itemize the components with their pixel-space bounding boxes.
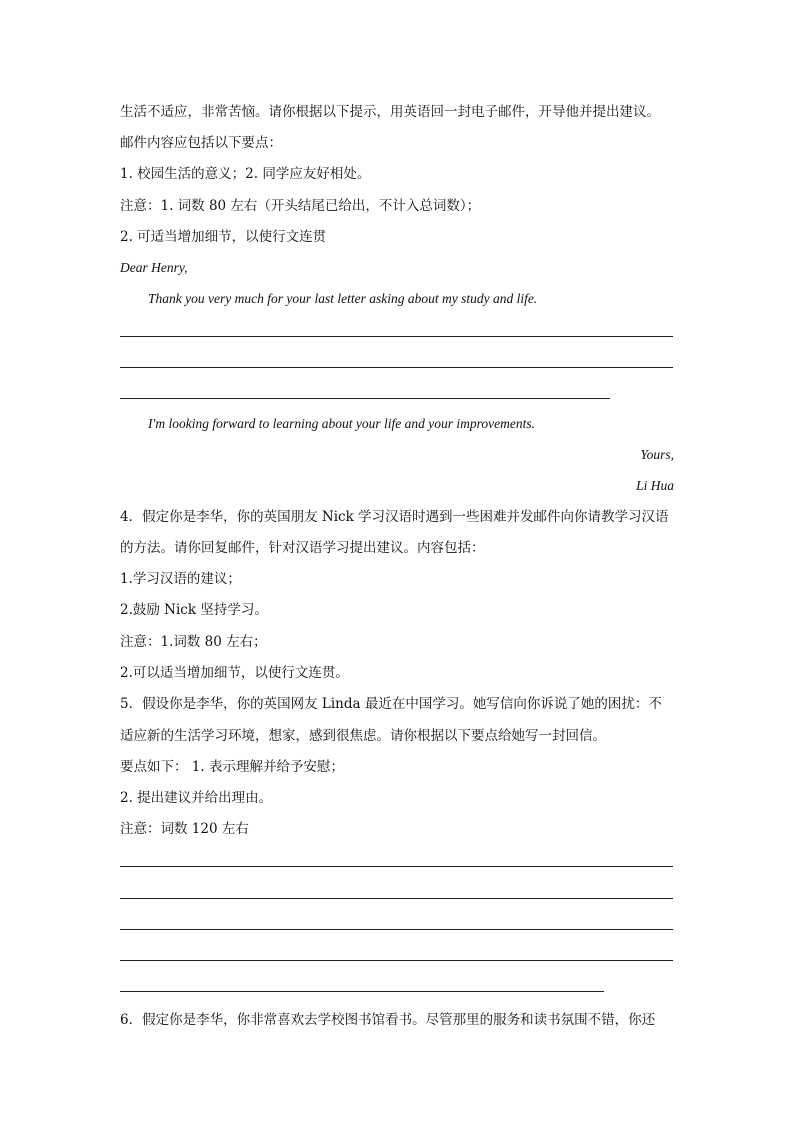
task4-line-3: 1.学习汉语的建议； xyxy=(120,571,241,587)
task3-line-4: 注意：1. 词数 80 左右（开头结尾已给出，不计入总词数）； xyxy=(120,198,481,214)
answer-line xyxy=(120,398,610,399)
task3-line-1: 生活不适应，非常苦恼。请你根据以下提示，用英语回一封电子邮件，开导他并提出建议。 xyxy=(120,104,660,120)
task4-line-1: 4．假定你是李华，你的英国朋友 Nick 学习汉语时遇到一些困难并发邮件向你请教学习汉语 xyxy=(120,509,669,525)
answer-line xyxy=(120,960,673,961)
letter-signoff: Yours, xyxy=(640,447,674,462)
task5-line-3: 要点如下： 1. 表示理解并给予安慰； xyxy=(120,759,344,775)
letter-opening-sentence: Thank you very much for your last letter asking about my study and life. xyxy=(148,291,538,306)
answer-line xyxy=(120,336,673,337)
answer-line xyxy=(120,866,673,867)
task5-line-1: 5．假设你是李华，你的英国网友 Linda 最近在中国学习。她写信向你诉说了她的困扰：不 xyxy=(120,696,662,712)
task3-line-5: 2. 可适当增加细节，以使行文连贯 xyxy=(120,229,327,245)
letter-salutation: Dear Henry, xyxy=(120,260,188,275)
task5-line-4: 2. 提出建议并给出理由。 xyxy=(120,790,273,806)
task6-line-1: 6．假定你是李华，你非常喜欢去学校图书馆看书。尽管那里的服务和读书氛围不错，你还 xyxy=(120,1012,656,1028)
task5-line-5: 注意：词数 120 左右 xyxy=(120,821,249,837)
task4-line-4: 2.鼓励 Nick 坚持学习。 xyxy=(120,602,268,618)
task3-line-2: 邮件内容应包括以下要点： xyxy=(120,135,282,151)
answer-line xyxy=(120,367,673,368)
letter-closing-sentence: I'm looking forward to learning about your life and your improvements. xyxy=(148,416,535,431)
answer-line xyxy=(120,929,673,930)
task3-line-3: 1. 校园生活的意义；2. 同学应友好相处。 xyxy=(120,166,371,182)
task4-line-5: 注意：1.词数 80 左右； xyxy=(120,634,267,650)
answer-line xyxy=(120,898,673,899)
task4-line-2: 的方法。请你回复邮件，针对汉语学习提出建议。内容包括： xyxy=(120,540,485,556)
answer-line xyxy=(120,991,604,992)
letter-signature: Li Hua xyxy=(636,478,674,493)
task5-line-2: 适应新的生活学习环境，想家，感到很焦虑。请你根据以下要点给她写一封回信。 xyxy=(120,728,606,744)
task4-line-6: 2.可以适当增加细节，以使行文连贯。 xyxy=(120,665,349,681)
